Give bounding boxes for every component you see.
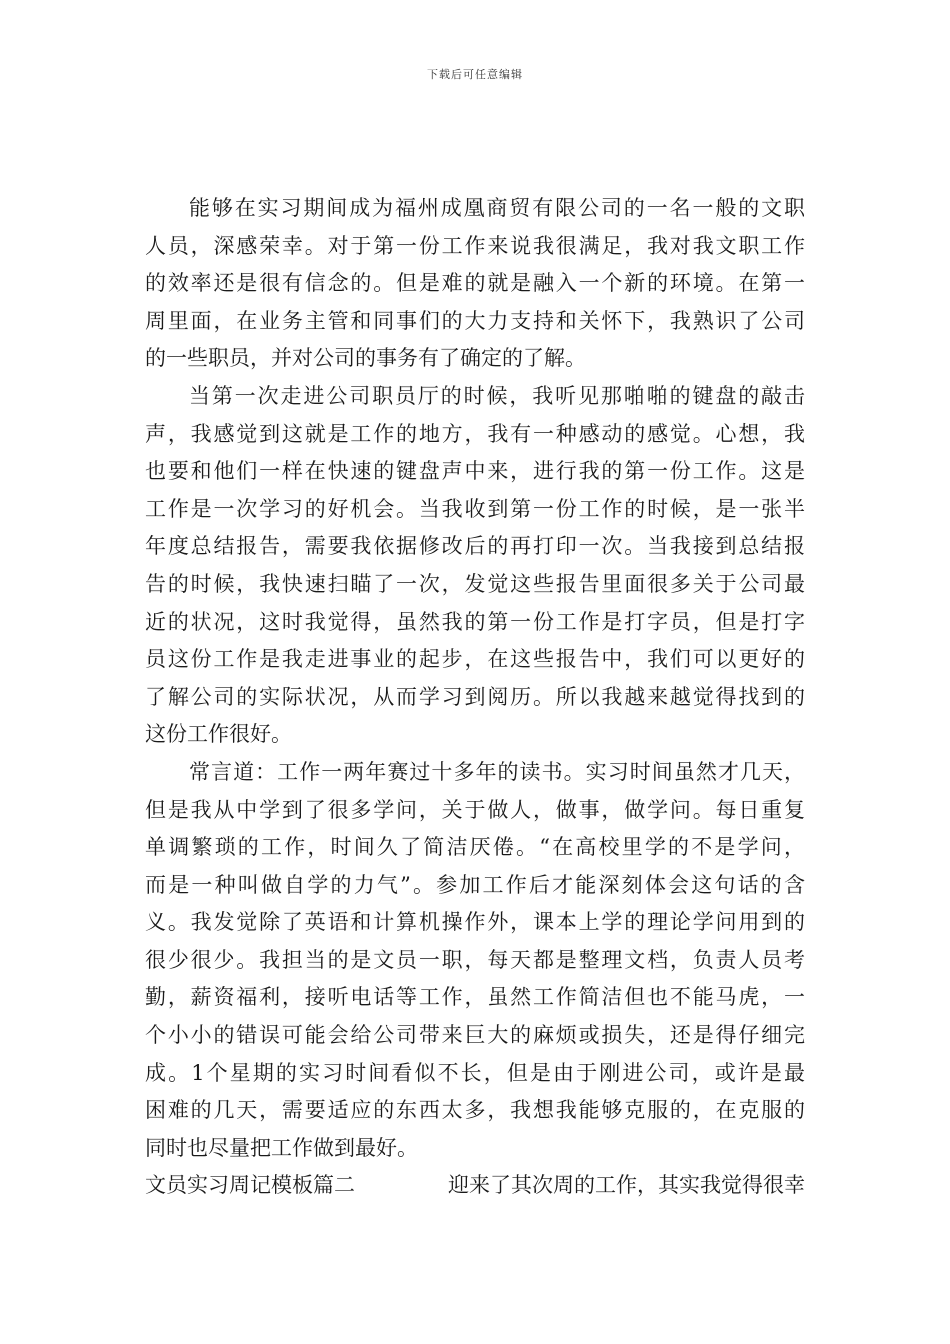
header-note: 下载后可任意编辑 bbox=[427, 68, 523, 81]
paragraph-line: 勤，薪资福利，接听电话等工作，虽然工作简洁但也不能马虎，一 bbox=[145, 985, 805, 1010]
paragraph-line: 声，我感觉到这就是工作的地方，我有一种感动的感觉。心想，我 bbox=[145, 421, 805, 446]
paragraph-3 bbox=[145, 754, 805, 1168]
paragraph-line: 能够在实习期间成为福州成凰商贸有限公司的一名一般的文职 bbox=[189, 196, 805, 220]
paragraph-line: 单调繁琐的工作，时间久了简洁厌倦。“在高校里学的不是学问， bbox=[145, 835, 805, 860]
paragraph-line: 很少很少。我担当的是文员一职，每天都是整理文档，负责人员考 bbox=[145, 947, 805, 972]
paragraph-line: 工作是一次学习的好机会。当我收到第一份工作的时候，是一张半 bbox=[145, 496, 805, 521]
paragraph-line: 义。我发觉除了英语和计算机操作外，课本上学的理论学问用到的 bbox=[145, 910, 805, 935]
paragraph-line: 告的时候，我快速扫瞄了一次，发觉这些报告里面很多关于公司最 bbox=[145, 571, 805, 596]
paragraph-line: 了解公司的实际状况，从而学习到阅历。所以我越来越觉得找到的 bbox=[145, 684, 805, 709]
paragraph-1 bbox=[145, 190, 805, 378]
paragraph-line: 近的状况，这时我觉得，虽然我的第一份工作是打字员，但是打字 bbox=[145, 609, 805, 634]
paragraph-line: 年度总结报告，需要我依据修改后的再打印一次。当我接到总结报 bbox=[145, 534, 805, 559]
paragraph-2 bbox=[145, 378, 805, 754]
paragraph-line: 员这份工作是我走进事业的起步，在这些报告中，我们可以更好的 bbox=[145, 647, 805, 672]
paragraph-line: 同时也尽量把工作做到最好。 bbox=[145, 1135, 418, 1160]
document-body bbox=[145, 190, 805, 1205]
paragraph-line: 这份工作很好。 bbox=[145, 722, 292, 747]
paragraph-line: 也要和他们一样在快速的键盘声中来，进行我的第一份工作。这是 bbox=[145, 459, 805, 484]
paragraph-line: 人员，深感荣幸。对于第一份工作来说我很满足，我对我文职工作 bbox=[145, 233, 805, 258]
paragraph-line: 个小小的错误可能会给公司带来巨大的麻烦或损失，还是得仔细完 bbox=[145, 1023, 805, 1048]
paragraph-line: 成。1个星期的实习时间看似不长，但是由于刚进公司，或许是最 bbox=[145, 1060, 805, 1085]
closing-line bbox=[145, 1167, 805, 1205]
paragraph-line: 常言道：工作一两年赛过十多年的读书。实习时间虽然才几天， bbox=[189, 759, 805, 784]
section-opening-text: 迎来了其次周的工作，其实我觉得很幸 bbox=[448, 1173, 805, 1198]
section-title: 文员实习周记模板篇二 bbox=[145, 1173, 355, 1198]
paragraph-line: 而是一种叫做自学的力气”。参加工作后才能深刻体会这句话的含 bbox=[145, 872, 805, 897]
paragraph-line: 的效率还是很有信念的。但是难的就是融入一个新的环境。在第一 bbox=[145, 271, 805, 296]
paragraph-line: 困难的几天，需要适应的东西太多，我想我能够克服的，在克服的 bbox=[145, 1098, 805, 1123]
paragraph-line: 的一些职员，并对公司的事务有了确定的了解。 bbox=[145, 346, 586, 371]
paragraph-line: 当第一次走进公司职员厅的时候，我听见那啪啪的键盘的敲击 bbox=[189, 383, 805, 408]
paragraph-line: 周里面，在业务主管和同事们的大力支持和关怀下，我熟识了公司 bbox=[145, 308, 805, 333]
paragraph-line: 但是我从中学到了很多学问，关于做人，做事，做学问。每日重复 bbox=[145, 797, 805, 822]
